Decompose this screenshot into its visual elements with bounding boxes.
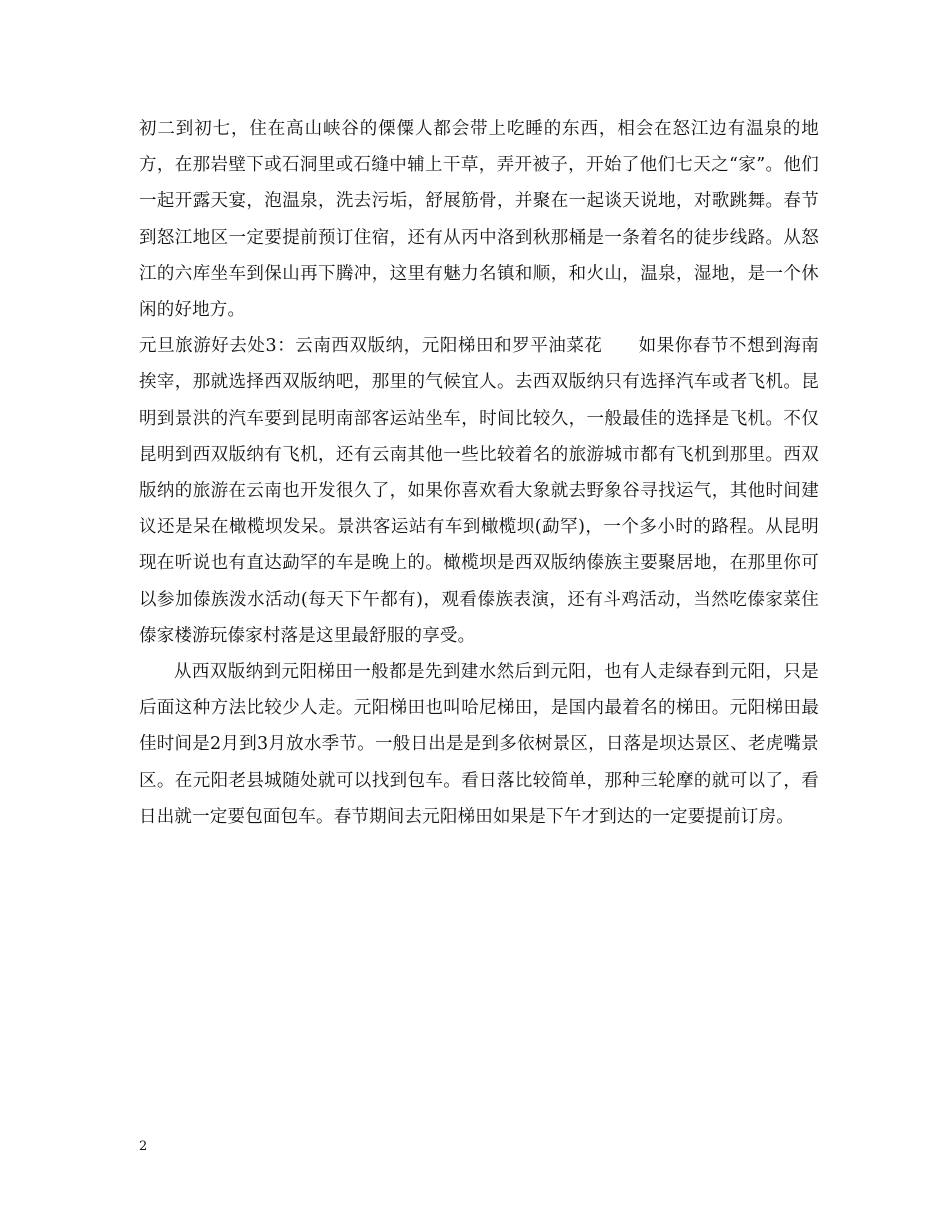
body-text <box>139 111 819 835</box>
paragraph-nujiang-hot-springs: 初二到初七，住在高山峡谷的傈僳人都会带上吃睡的东西，相会在怒江边有温泉的地方，在那岩壁下或石洞里或石缝中辅上干草，弄开被子，开始了他们七天之“家”。他们一起开露天宴，泡温泉，洗去污垢，舒展筋骨，并聚在一起谈天说地，对歌跳舞。春节到怒江地区一定要提前预订住宿，还有从丙中洛到秋那桶是一条着名的徒步线路。从怒江的六库坐车到保山再下腾冲，这里有魅力名镇和顺，和火山，温泉，湿地，是一个休闲的好地方。 <box>139 119 819 321</box>
paragraph-xishuangbanna: 元旦旅游好去处3：云南西双版纳，元阳梯田和罗平油菜花 如果你春节不想到海南挨宰，那就选择西双版纳吧，那里的气候宜人。去西双版纳只有选择汽车或者飞机。昆明到景洪的汽车要到昆明南部客运站坐车，时间比较久，一般最佳的选择是飞机。不仅昆明到西双版纳有飞机，还有云南其他一些比较着名的旅游城市都有飞机到那里。西双版纳的旅游在云南也开发很久了，如果你喜欢看大象就去野象谷寻找运气，其他时间建议还是呆在橄榄坝发呆。景洪客运站有车到橄榄坝(勐罕)，一个多小时的路程。从昆明现在听说也有直达勐罕的车是晚上的。橄榄坝是西双版纳傣族主要聚居地，在那里你可以参加傣族泼水活动(每天下午都有)，观看傣族表演，还有斗鸡活动，当然吃傣家菜住傣家楼游玩傣家村落是这里最舒服的享受。 <box>139 336 819 646</box>
paragraph-yuanyang-terraces: 从西双版纳到元阳梯田一般都是先到建水然后到元阳，也有人走绿春到元阳，只是后面这种方法比较少人走。元阳梯田也叫哈尼梯田，是国内最着名的梯田。元阳梯田最佳时间是2月到3月放水季节。一般日出是是到多依树景区，日落是坝达景区、老虎嘴景区。在元阳老县城随处就可以找到包车。看日落比较简单，那种三轮摩的就可以了，看日出就一定要包面包车。春节期间去元阳梯田如果是下午才到达的一定要提前订房。 <box>139 662 819 827</box>
page-number: 2 <box>139 1139 148 1154</box>
